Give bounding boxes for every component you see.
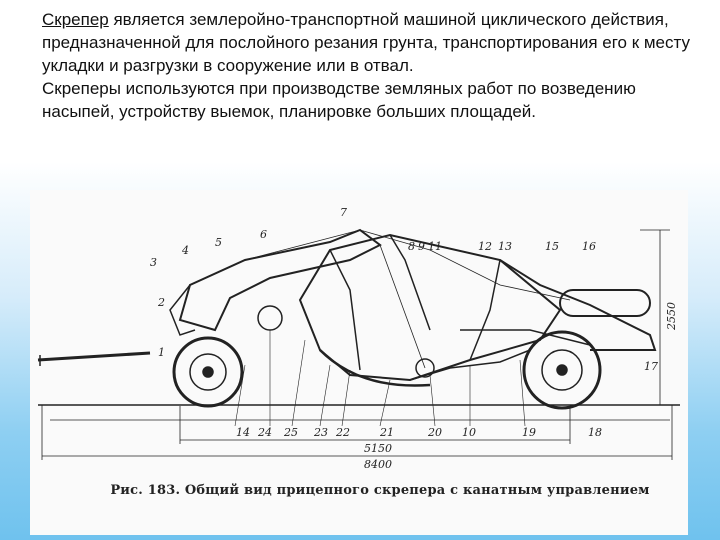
paragraph-usage: Скреперы используются при производстве земляных работ по возведению насыпей, устройству выемок, планировке больших площадей.	[42, 79, 636, 121]
label-part-5: 5	[215, 236, 222, 249]
label-part-22: 22	[336, 426, 350, 439]
label-part-19: 19	[522, 426, 536, 439]
label-part-16: 16	[582, 240, 596, 253]
label-part-23: 23	[314, 426, 328, 439]
label-part-14: 14	[236, 426, 250, 439]
bowl-side-frame	[330, 250, 360, 370]
label-part-8: 8	[408, 240, 415, 253]
dim-label-5150: 5150	[364, 442, 392, 455]
dim-label-8400: 8400	[364, 458, 392, 471]
label-part-12: 12	[478, 240, 492, 253]
figure-caption: Рис. 183. Общий вид прицепного скрепера с канатным управлением	[110, 483, 650, 498]
label-part-7: 7	[340, 206, 347, 219]
tow-bar	[38, 353, 150, 360]
bowl-bottom	[320, 350, 430, 386]
front-wheel-axle	[203, 367, 213, 377]
front-pulley	[258, 306, 282, 330]
scraper-bowl	[300, 235, 560, 380]
label-part-24: 24	[258, 426, 272, 439]
label-part-6: 6	[260, 228, 267, 241]
label-part-21: 21	[380, 426, 394, 439]
lift-cable	[380, 245, 425, 368]
label-part-9: 9	[418, 240, 425, 253]
label-part-18: 18	[588, 426, 602, 439]
label-part-11: 11	[428, 240, 442, 253]
label-part-10: 10	[462, 426, 476, 439]
rear-wall	[470, 260, 500, 360]
definition-text: является землеройно-транспортной машиной циклического действия, предназначенной для послойного резания грунта, транспортирования его к месту укладки и разгрузки в сооружение или в отвал.	[42, 10, 690, 75]
label-part-25: 25	[284, 426, 298, 439]
label-part-15: 15	[545, 240, 559, 253]
label-part-1: 1	[158, 346, 165, 359]
label-part-3: 3	[150, 256, 157, 269]
label-part-13: 13	[498, 240, 512, 253]
label-part-20: 20	[428, 426, 442, 439]
description-text	[42, 8, 692, 123]
scraper-drawing-figure	[30, 190, 688, 535]
dim-label-2550: 2550	[665, 302, 678, 330]
term-scraper-link[interactable]: Скрепер	[42, 10, 109, 29]
label-part-2: 2	[158, 296, 165, 309]
paragraph-definition	[42, 8, 692, 77]
rear-wheel-axle	[557, 365, 567, 375]
label-part-17: 17	[644, 360, 658, 373]
label-part-4: 4	[182, 244, 189, 257]
